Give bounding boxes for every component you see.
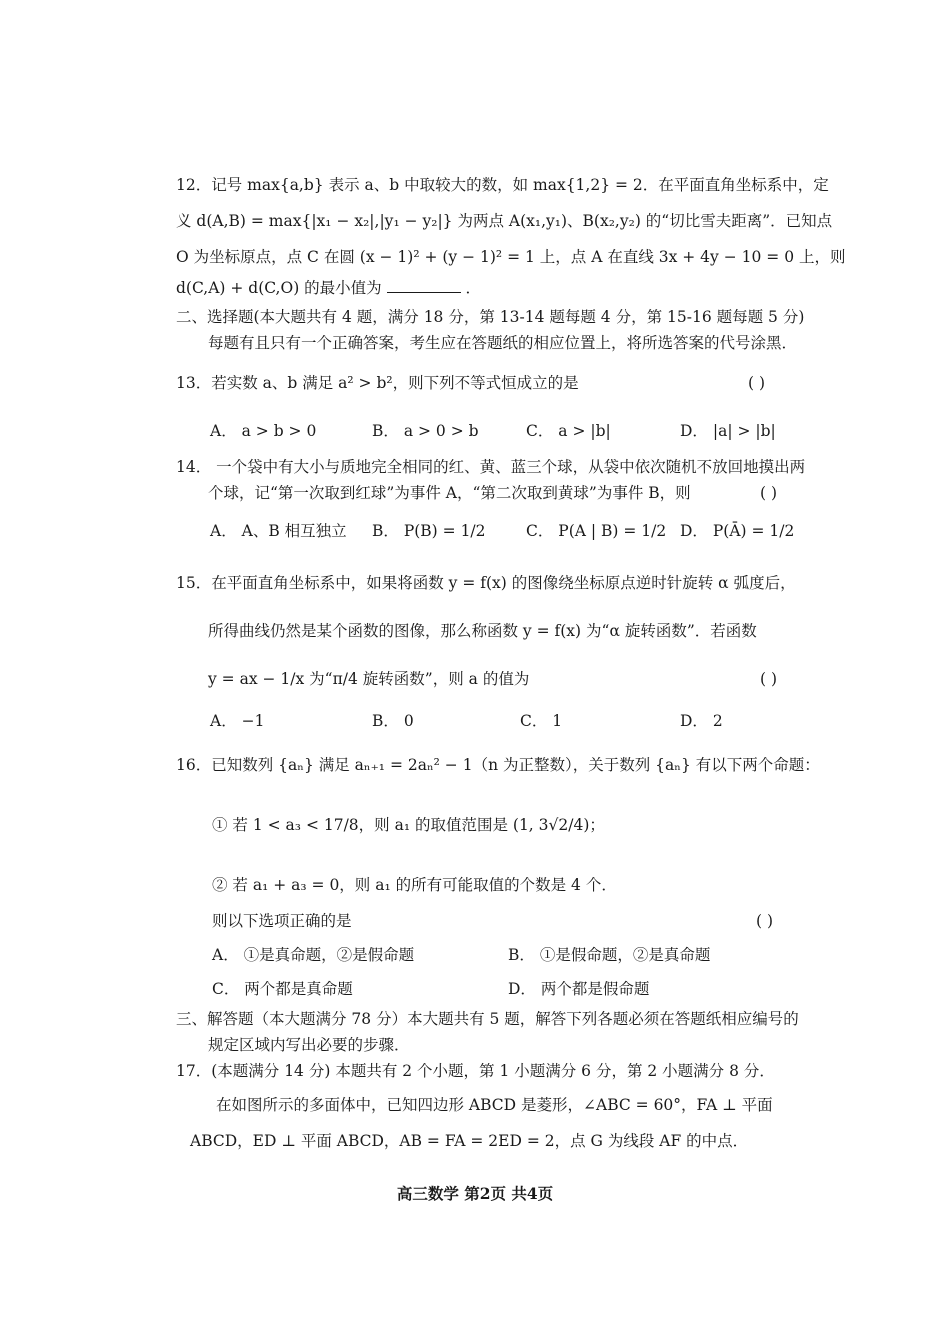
q15-option-d: D． 2 <box>680 712 723 730</box>
q12-line-3: O 为坐标原点，点 C 在圆 (x − 1)² + (y − 1)² = 1 上，点 A 在直线 3x + 4y − 10 = 0 上，则 <box>176 248 846 266</box>
section-2-note: 每题有且只有一个正确答案，考生应在答题纸的相应位置上，将所选答案的代号涂黑． <box>208 334 798 352</box>
q16-ask: 则以下选项正确的是 <box>212 912 352 930</box>
q12-line-end: ． <box>465 279 482 297</box>
q12-question-text: d(C,A) + d(C,O) 的最小值为 <box>176 279 382 297</box>
q12-line-2: 义 d(A,B) = max{|x₁ − x₂|,|y₁ − y₂|} 为两点 A(x₁,y₁)、B(x₂,y₂) 的“切比雪夫距离”．已知点 <box>176 212 833 230</box>
q14-option-b: B． P(B) = 1/2 <box>372 522 486 540</box>
q15-option-b: B． 0 <box>372 712 414 730</box>
section-2-title: 二、选择题(本大题共有 4 题，满分 18 分，第 13-14 题每题 4 分，第 15-16 题每题 5 分) <box>176 308 805 326</box>
q14-option-c: C． P(A | B) = 1/2 <box>526 522 667 540</box>
q15-answer-parens: ( ) <box>760 670 778 688</box>
q16-answer-parens: ( ) <box>756 912 774 930</box>
q14-option-d: D． P(Ā) = 1/2 <box>680 522 795 540</box>
q12-line-4 <box>176 278 481 298</box>
q14-option-a: A． A、B 相互独立 <box>210 522 347 540</box>
q15-line-1: 15．在平面直角坐标系中，如果将函数 y = f(x) 的图像绕坐标原点逆时针旋转 α 弧度后， <box>176 574 796 592</box>
q13-answer-parens: ( ) <box>748 374 766 392</box>
section-3-line-2: 规定区域内写出必要的步骤． <box>208 1036 410 1054</box>
q16-option-d: D． 两个都是假命题 <box>508 980 650 998</box>
q16-option-b: B． ①是假命题，②是真命题 <box>508 946 711 964</box>
q16-proposition-1: ① 若 1 < a₃ < 17/8，则 a₁ 的取值范围是 (1, 3√2/4)； <box>212 816 605 834</box>
q15-line-2: 所得曲线仍然是某个函数的图像，那么称函数 y = f(x) 为“α 旋转函数”．若函数 <box>208 622 757 640</box>
q13-option-d: D． |a| > |b| <box>680 422 776 440</box>
q16-option-c: C． 两个都是真命题 <box>212 980 353 998</box>
q17-line-2: 在如图所示的多面体中，已知四边形 ABCD 是菱形，∠ABC = 60°，FA ⊥ 平面 <box>216 1096 773 1114</box>
answer-blank <box>387 278 461 293</box>
q15-option-c: C． 1 <box>520 712 563 730</box>
q15-line-3: y = ax − 1/x 为“π/4 旋转函数”，则 a 的值为 <box>208 670 530 688</box>
section-3-line-1: 三、解答题（本大题满分 78 分）本大题共有 5 题，解答下列各题必须在答题纸相应编号的 <box>176 1010 799 1028</box>
page-footer: 高三数学 第2页 共4页 <box>396 1184 554 1203</box>
q14-line-1: 14． 一个袋中有大小与质地完全相同的红、黄、蓝三个球，从袋中依次随机不放回地摸出两 <box>176 458 806 476</box>
q16-proposition-2: ② 若 a₁ + a₃ = 0，则 a₁ 的所有可能取值的个数是 4 个． <box>212 876 617 894</box>
q13-stem: 13．若实数 a、b 满足 a² > b²，则下列不等式恒成立的是 <box>176 374 579 392</box>
q16-stem: 16．已知数列 {aₙ} 满足 aₙ₊₁ = 2aₙ² − 1（n 为正整数），关于数列 {aₙ} 有以下两个命题： <box>176 756 820 774</box>
q15-option-a: A． −1 <box>210 712 265 730</box>
q17-line-1: 17．(本题满分 14 分) 本题共有 2 个小题，第 1 小题满分 6 分，第 2 小题满分 8 分． <box>176 1062 775 1080</box>
q13-option-a: A． a > b > 0 <box>210 422 317 440</box>
q17-line-3: ABCD，ED ⊥ 平面 ABCD，AB = FA = 2ED = 2，点 G 为线段 AF 的中点． <box>190 1132 749 1150</box>
q14-answer-parens: ( ) <box>760 484 778 502</box>
q16-option-a: A． ①是真命题，②是假命题 <box>212 946 415 964</box>
q13-option-b: B． a > 0 > b <box>372 422 479 440</box>
q12-line-1: 12．记号 max{a,b} 表示 a、b 中取较大的数，如 max{1,2} = 2．在平面直角坐标系中，定 <box>176 176 829 194</box>
q13-option-c: C． a > |b| <box>526 422 611 440</box>
q14-line-2: 个球，记“第一次取到红球”为事件 A，“第二次取到黄球”为事件 B，则 <box>208 484 691 502</box>
